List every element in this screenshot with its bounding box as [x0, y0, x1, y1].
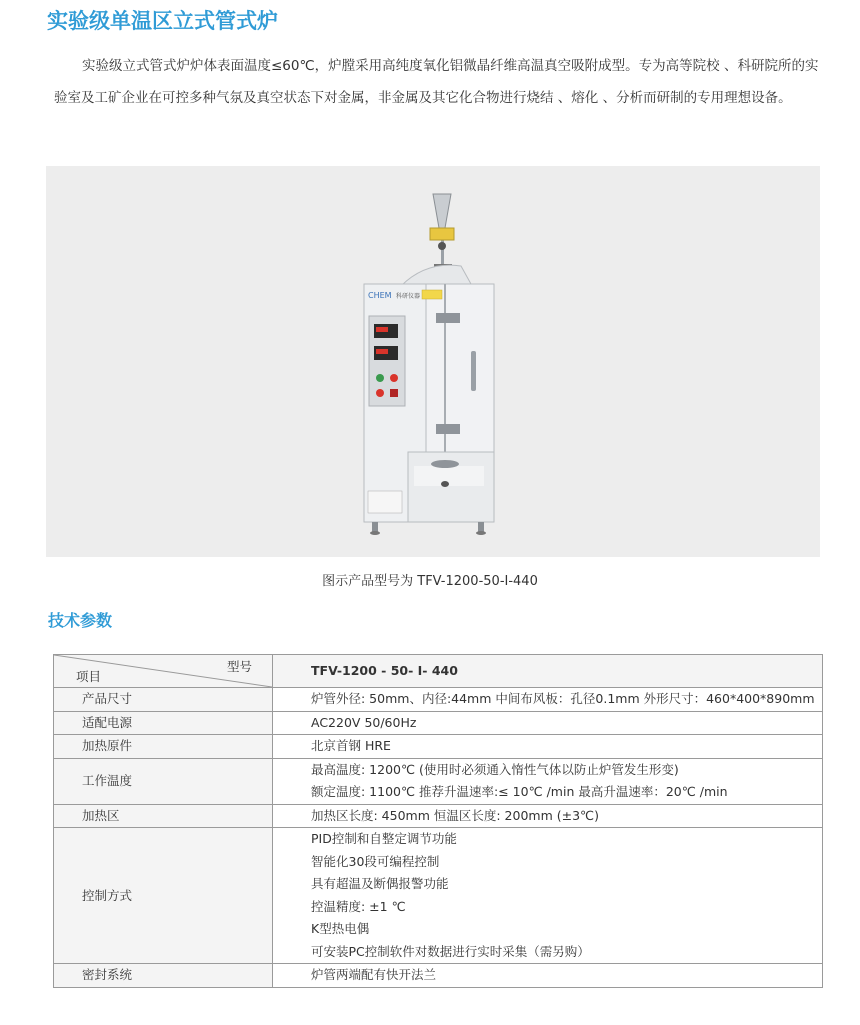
spec-value-line: 炉管外径: 50mm、内径:44mm 中间布风板：孔径0.1mm 外形尺寸：460*400*890mm	[311, 691, 815, 706]
spec-value-line: 具有超温及断偶报警功能	[311, 876, 449, 891]
brand-logo: CHEM	[368, 291, 392, 300]
spec-value-line: 加热区长度: 450mm 恒温区长度: 200mm (±3℃)	[311, 807, 599, 823]
spec-value-line: 智能化30段可编程控制	[311, 853, 440, 869]
spec-label: 加热区	[54, 804, 273, 828]
spec-value-line: 可安装PC控制软件对数据进行实时采集（需另购）	[311, 943, 590, 959]
table-row	[54, 828, 823, 964]
spec-value	[273, 964, 823, 988]
figure-caption: 图示产品型号为 TFV-1200-50-Ⅰ-440	[322, 574, 538, 589]
table-row	[54, 711, 823, 735]
spec-value	[273, 828, 823, 964]
spec-label: 控制方式	[54, 828, 273, 964]
header-item-label: 项目	[76, 669, 102, 684]
spec-value-line: K型热电偶	[311, 921, 370, 936]
intro-paragraph: 实验级立式管式炉炉体表面温度≤60℃，炉膛采用高纯度氧化铝微晶纤维高温真空吸附成型。专为高等院校 、科研院所的实验室及工矿企业在可控多种气氛及真空状态下对金属，非金属及其它化合物进行烧结 、熔化 、分析而研制的专用理想设备。	[54, 58, 819, 106]
table-row	[54, 758, 823, 804]
spec-value-line: 控温精度: ±1 ℃	[311, 898, 406, 914]
spec-value-line: 最高温度: 1200℃ (使用时必须通入惰性气体以防止炉管发生形变)	[311, 761, 679, 777]
brand-name: 科研仪器	[396, 293, 421, 300]
product-image	[46, 166, 820, 557]
spec-label: 密封系统	[54, 964, 273, 988]
spec-value	[273, 758, 823, 804]
spec-label: 适配电源	[54, 711, 273, 735]
header-diagonal-cell	[54, 655, 273, 688]
tube-furnace-illustration	[46, 166, 820, 557]
table-row	[54, 804, 823, 828]
spec-value	[273, 735, 823, 759]
table-row	[54, 688, 823, 712]
spec-value-line: 北京首钢 HRE	[311, 738, 391, 753]
spec-value-line: AC220V 50/60Hz	[311, 714, 417, 730]
table-row	[54, 964, 823, 988]
spec-label: 产品尺寸	[54, 688, 273, 712]
spec-label: 加热原件	[54, 735, 273, 759]
page-title: 实验级单温区立式管式炉	[47, 9, 278, 33]
table-row	[54, 735, 823, 759]
spec-value-line: 炉管两端配有快开法兰	[311, 967, 437, 982]
spec-value	[273, 688, 823, 712]
spec-label: 工作温度	[54, 758, 273, 804]
spec-value-line: PID控制和自整定调节功能	[311, 831, 457, 846]
spec-value	[273, 711, 823, 735]
spec-value-line: 额定温度: 1100℃ 推荐升温速率:≤ 10℃ /min 最高升温速率：20℃ /min	[311, 784, 728, 799]
header-model-label: 型号	[226, 659, 252, 674]
section-title-specs: 技术参数	[48, 611, 113, 630]
header-model-value: TFV-1200 - 50- Ⅰ- 440	[273, 655, 823, 688]
table-header-row	[54, 655, 823, 688]
spec-value	[273, 804, 823, 828]
specs-table	[53, 654, 823, 988]
